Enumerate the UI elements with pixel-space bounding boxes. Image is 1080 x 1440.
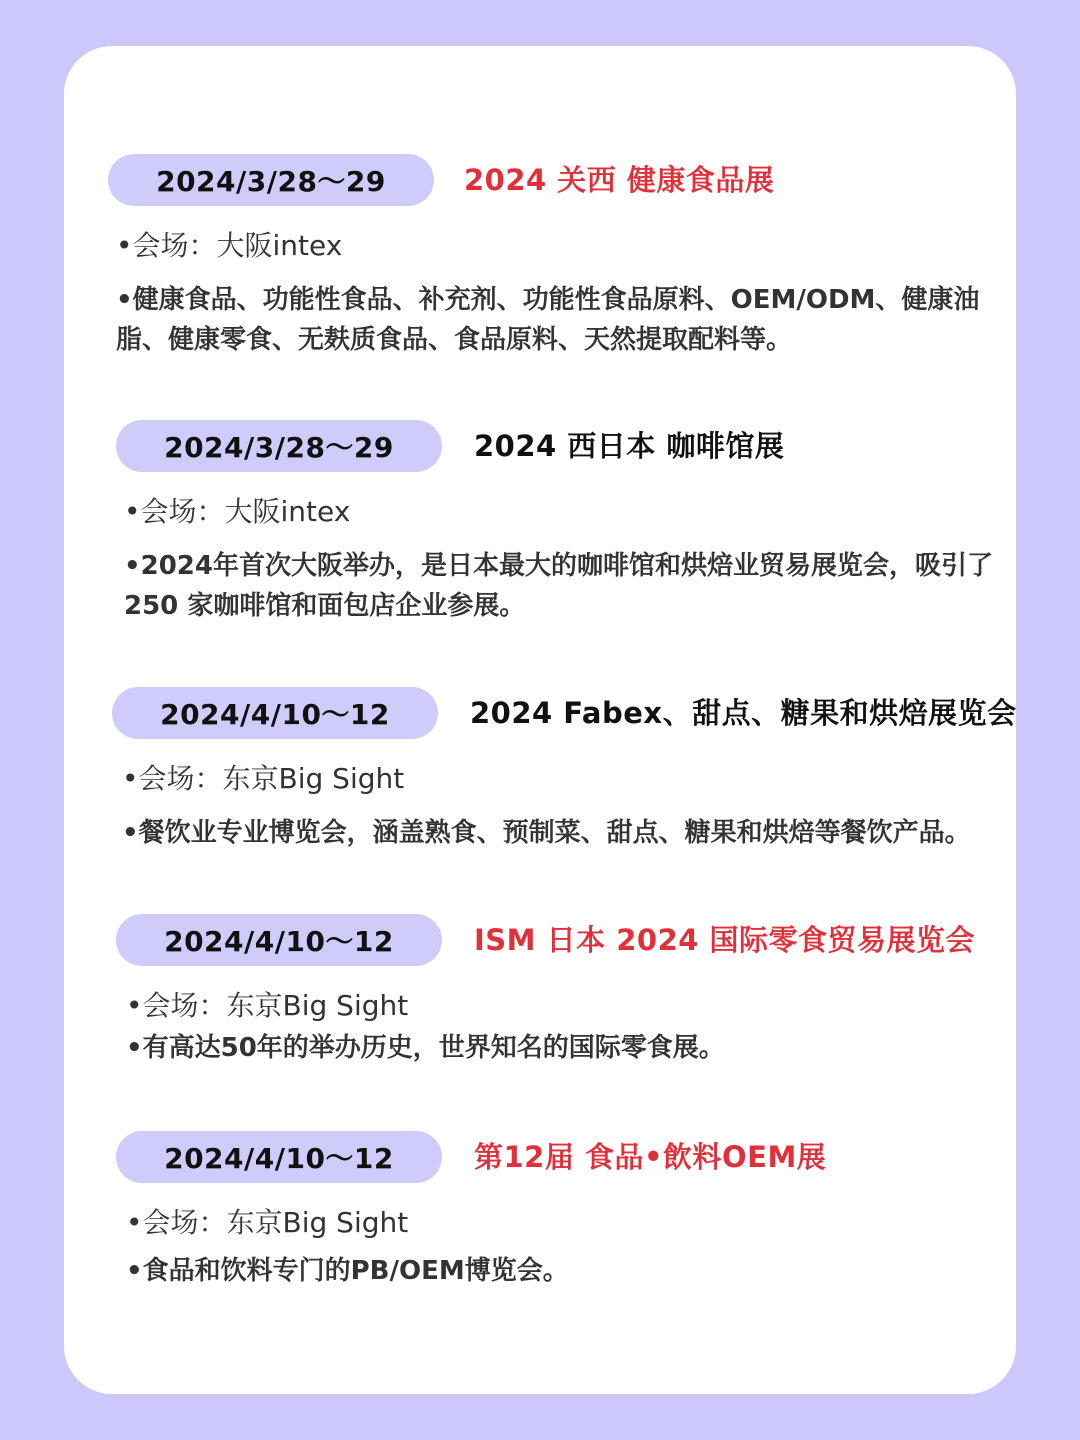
event-description: •健康食品、功能性食品、补充剂、功能性食品原料、OEM/ODM、健康油脂、健康零食、无麸质食品、食品原料、天然提取配料等。 bbox=[116, 285, 980, 355]
event-title: ISM 日本 2024 国际零食贸易展览会 bbox=[474, 923, 976, 957]
event-title: 第12届 食品•飲料OEM展 bbox=[474, 1140, 827, 1174]
event-venue: •会场：大阪intex bbox=[116, 229, 343, 262]
event-title: 2024 关西 健康食品展 bbox=[464, 163, 775, 197]
date-pill: 2024/3/28～29 bbox=[116, 420, 442, 472]
content-card bbox=[64, 46, 1016, 1394]
event-venue: •会场：大阪intex bbox=[124, 495, 351, 528]
date-pill: 2024/3/28～29 bbox=[108, 154, 434, 206]
event-venue: •会场：东京Big Sight bbox=[126, 1206, 409, 1239]
event-description: •有高达50年的举办历史，世界知名的国际零食展。 bbox=[126, 1033, 725, 1063]
event-description: •2024年首次大阪举办，是日本最大的咖啡馆和烘焙业贸易展览会，吸引了 250 家咖啡馆和面包店企业参展。 bbox=[124, 551, 993, 621]
event-venue: •会场：东京Big Sight bbox=[122, 762, 405, 795]
event-title: 2024 西日本 咖啡馆展 bbox=[474, 429, 785, 463]
event-description: •食品和饮料专门的PB/OEM博览会。 bbox=[126, 1256, 569, 1286]
event-title: 2024 Fabex、甜点、糖果和烘焙展览会 bbox=[470, 696, 1017, 730]
date-pill: 2024/4/10～12 bbox=[112, 687, 438, 739]
event-description: •餐饮业专业博览会，涵盖熟食、预制菜、甜点、糖果和烘焙等餐饮产品。 bbox=[122, 818, 971, 848]
date-pill: 2024/4/10～12 bbox=[116, 1131, 442, 1183]
date-pill: 2024/4/10～12 bbox=[116, 914, 442, 966]
event-venue: •会场：东京Big Sight bbox=[126, 989, 409, 1022]
